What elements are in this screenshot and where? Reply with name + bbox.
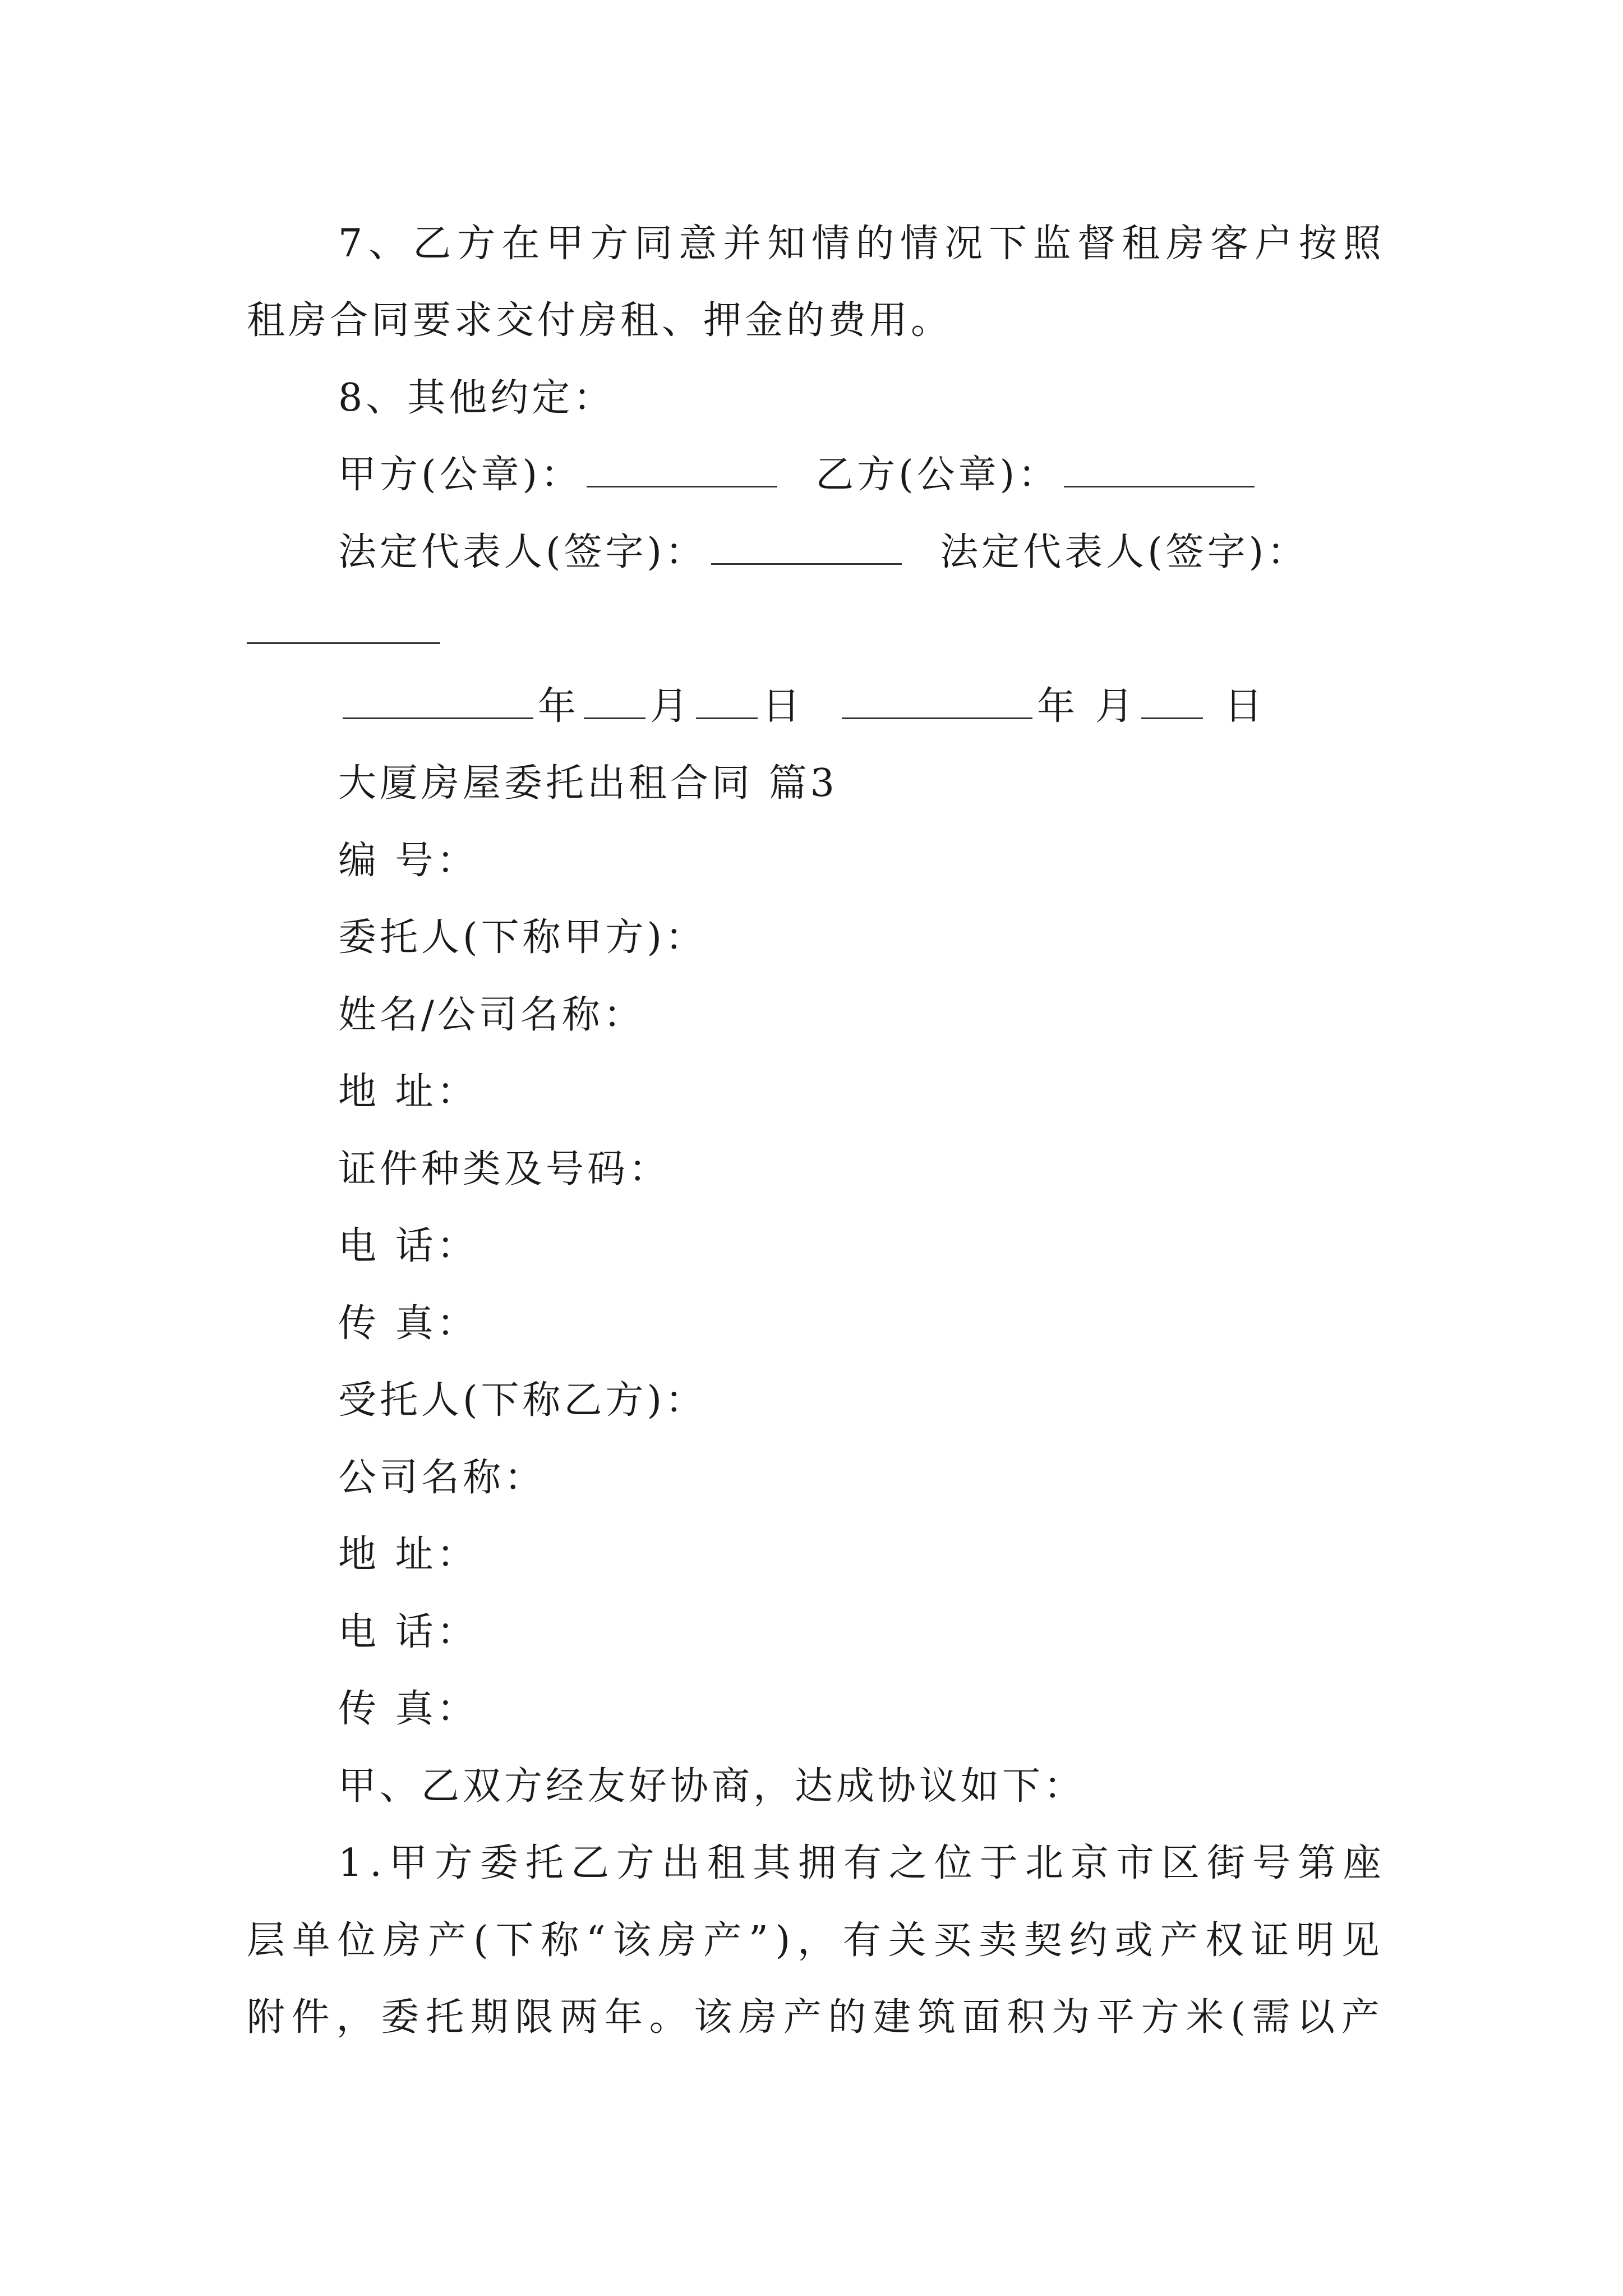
year-b-label: 年 <box>1037 684 1079 729</box>
rep-b-label: 法定代表人(签字)： <box>940 530 1309 574</box>
paragraph-7-text-char: 方 <box>457 222 496 266</box>
clause-1-text-3-char: ， <box>336 1995 375 2040</box>
clause-1-text-2-char: ” <box>749 1918 768 1963</box>
clause-1-text-3-char: 平 <box>1096 1995 1135 2040</box>
clause-1-text-3-char: 建 <box>873 1995 911 2040</box>
day-a-label: 日 <box>762 684 804 729</box>
party-a-seal-blank <box>587 482 777 487</box>
clause-1-text-1-char: 1 <box>338 1841 363 1885</box>
contract-number: 编 号： <box>338 839 478 883</box>
clause-1-text-2-char: 证 <box>1251 1918 1289 1963</box>
paragraph-7-text-char: 同 <box>634 222 673 266</box>
clause-1-text-2-char: 有 <box>842 1918 881 1963</box>
clause-1-text-1-char: 拥 <box>797 1841 836 1885</box>
paragraph-8: 8、其他约定： <box>338 376 615 420</box>
clause-1-text-3-char: 该 <box>694 1995 732 2040</box>
clause-1-text-2-char: 位 <box>337 1918 376 1963</box>
paragraph-7-text-char: 在 <box>501 222 540 266</box>
signature-seal-row <box>338 450 1259 500</box>
principal-address: 地 址： <box>338 1070 478 1114</box>
paragraph-7-text-char: 知 <box>767 222 806 266</box>
clause-1-line-3 <box>247 1993 1380 2043</box>
paragraph-7-text-char: 下 <box>989 222 1027 266</box>
clause-1-text-2-char: 房 <box>658 1918 697 1963</box>
paragraph-7-text-char: 房 <box>1165 222 1204 266</box>
clause-1-text-2-char: 约 <box>1069 1918 1108 1963</box>
paragraph-7-line-1 <box>338 219 1381 269</box>
clause-1-text-1-char: 甲 <box>389 1841 427 1885</box>
clause-1-text-2-char: 产 <box>1160 1918 1198 1963</box>
paragraph-7-text-char: 甲 <box>546 222 584 266</box>
month-b-label: 月 <box>1095 684 1137 729</box>
clause-1-text-2-char: 单 <box>292 1918 330 1963</box>
party-b-seal-blank <box>1064 482 1255 487</box>
date-row <box>338 682 1266 732</box>
clause-1-text-2-char: 下 <box>495 1918 534 1963</box>
clause-1-text-1-char: 区 <box>1161 1841 1200 1885</box>
clause-1-text-2-char: ) <box>775 1918 791 1963</box>
clause-1-text-3-char: 年 <box>604 1995 643 2040</box>
paragraph-7-text-char: 情 <box>900 222 939 266</box>
clause-1-text-1-char: 托 <box>525 1841 564 1885</box>
clause-1-text-3-char: 。 <box>649 1995 688 2040</box>
clause-1-text-1-char: 街 <box>1206 1841 1245 1885</box>
clause-1-text-1-char: 第 <box>1297 1841 1336 1885</box>
paragraph-7-text-char: 督 <box>1077 222 1115 266</box>
clause-1-text-3-char: 为 <box>1052 1995 1090 2040</box>
clause-1-text-1-char: 有 <box>843 1841 882 1885</box>
clause-1-text-2-char: ， <box>797 1918 836 1963</box>
principal-id-type: 证件种类及号码： <box>338 1147 671 1191</box>
clause-1-text-2-char: 房 <box>382 1918 421 1963</box>
agent-fax: 传 真： <box>338 1687 478 1731</box>
paragraph-7-text-char: 况 <box>944 222 983 266</box>
clause-1-text-1-char: 号 <box>1252 1841 1290 1885</box>
clause-1-text-3-char: 的 <box>828 1995 866 2040</box>
agreement-intro: 甲、乙双方经友好协商，达成协议如下： <box>338 1764 1086 1809</box>
year-b-blank <box>842 714 1032 719</box>
paragraph-7-text-char: 的 <box>856 222 895 266</box>
clause-1-text-2-char: 或 <box>1114 1918 1153 1963</box>
month-a-blank <box>584 714 645 719</box>
clause-1-text-1-char: 方 <box>616 1841 654 1885</box>
rep-b-blank <box>247 642 440 644</box>
clause-1-text-1-char: 其 <box>752 1841 791 1885</box>
paragraph-7-text-char: 方 <box>590 222 629 266</box>
clause-1-text-3-char: 米 <box>1186 1995 1224 2040</box>
paragraph-7-text-char: 7 <box>338 222 363 266</box>
paragraph-7-text-char: 监 <box>1033 222 1072 266</box>
clause-1-text-1-char: 委 <box>479 1841 518 1885</box>
clause-1-line-2 <box>247 1916 1380 1966</box>
agent-phone: 电 话： <box>338 1610 478 1654</box>
clause-1-text-2-char: 契 <box>1023 1918 1062 1963</box>
clause-1-text-3-char: ( <box>1230 1995 1246 2040</box>
paragraph-7-text-char: 情 <box>811 222 850 266</box>
clause-1-text-2-char: 该 <box>612 1918 651 1963</box>
paragraph-7-text-char: 照 <box>1343 222 1381 266</box>
principal-name: 姓名/公司名称： <box>338 993 645 1037</box>
clause-1-text-1-char: 出 <box>661 1841 700 1885</box>
party-b-seal-label: 乙方(公章)： <box>815 453 1060 497</box>
paragraph-7-text-char: 乙 <box>413 222 451 266</box>
paragraph-7-text-char: 户 <box>1254 222 1293 266</box>
clause-1-text-1-char: 于 <box>979 1841 1018 1885</box>
party-a-seal-label: 甲方(公章)： <box>338 453 583 497</box>
day-a-blank <box>696 714 758 719</box>
clause-1-text-1-char: 北 <box>1025 1841 1063 1885</box>
clause-1-text-1-char: 之 <box>888 1841 927 1885</box>
signature-rep-row <box>338 527 1308 578</box>
year-a-label: 年 <box>538 684 580 729</box>
clause-1-text-2-char: 称 <box>541 1918 579 1963</box>
clause-1-text-3-char: 筑 <box>917 1995 956 2040</box>
clause-1-text-2-char: 卖 <box>979 1918 1017 1963</box>
principal-fax: 传 真： <box>338 1301 478 1346</box>
paragraph-7-line-2: 租房合同要求交付房租、押金的费用。 <box>247 298 953 343</box>
clause-1-text-3-char: 产 <box>783 1995 822 2040</box>
agent-company: 公司名称： <box>338 1456 546 1500</box>
paragraph-7-text-char: 、 <box>368 222 407 266</box>
clause-1-text-2-char: 关 <box>888 1918 926 1963</box>
clause-1-text-3-char: 期 <box>470 1995 509 2040</box>
year-a-blank <box>343 714 533 719</box>
clause-1-text-3-char: 房 <box>739 1995 777 2040</box>
rep-a-blank <box>711 560 902 565</box>
paragraph-7-text-char: 按 <box>1298 222 1337 266</box>
rep-a-label: 法定代表人(签字)： <box>338 530 707 574</box>
clause-1-text-3-char: 限 <box>515 1995 554 2040</box>
clause-1-text-1-char: 位 <box>934 1841 972 1885</box>
agent-address: 地 址： <box>338 1533 478 1577</box>
clause-1-text-3-char: 需 <box>1252 1995 1290 2040</box>
clause-1-line-1 <box>338 1838 1381 1889</box>
paragraph-7-text-char: 租 <box>1121 222 1160 266</box>
clause-1-text-1-char: 座 <box>1343 1841 1381 1885</box>
clause-1-text-3-char: 件 <box>291 1995 330 2040</box>
clause-1-text-3-char: 以 <box>1297 1995 1335 2040</box>
clause-1-text-1-char: 京 <box>1070 1841 1109 1885</box>
principal-phone: 电 话： <box>338 1224 478 1268</box>
month-a-label: 月 <box>650 684 692 729</box>
clause-1-text-3-char: 面 <box>962 1995 1000 2040</box>
clause-1-text-2-char: 产 <box>703 1918 742 1963</box>
clause-1-text-3-char: 积 <box>1007 1995 1045 2040</box>
principal-heading: 委托人(下称甲方)： <box>338 915 707 960</box>
clause-1-text-3-char: 托 <box>425 1995 464 2040</box>
paragraph-7-text-char: 并 <box>723 222 762 266</box>
paragraph-7-text-char: 意 <box>679 222 717 266</box>
clause-1-text-2-char: 买 <box>933 1918 972 1963</box>
clause-1-text-1-char: 方 <box>434 1841 473 1885</box>
clause-1-text-3-char: 委 <box>381 1995 419 2040</box>
clause-1-text-1-char: 乙 <box>570 1841 609 1885</box>
clause-1-text-1-char: 租 <box>707 1841 745 1885</box>
clause-1-text-3-char: 产 <box>1341 1995 1380 2040</box>
clause-1-text-2-char: 明 <box>1295 1918 1334 1963</box>
clause-1-text-2-char: “ <box>586 1918 606 1963</box>
clause-1-text-3-char: 两 <box>560 1995 598 2040</box>
clause-1-text-1-char: 市 <box>1115 1841 1154 1885</box>
clause-1-text-3-char: 附 <box>247 1995 285 2040</box>
agent-heading: 受托人(下称乙方)： <box>338 1378 707 1423</box>
clause-1-text-2-char: 见 <box>1341 1918 1380 1963</box>
day-b-blank <box>1141 714 1203 719</box>
clause-1-text-2-char: 层 <box>247 1918 285 1963</box>
day-b-label: 日 <box>1224 684 1266 729</box>
clause-1-text-2-char: 权 <box>1205 1918 1244 1963</box>
clause-1-text-1-char: . <box>370 1841 382 1885</box>
paragraph-7-text-char: 客 <box>1210 222 1248 266</box>
clause-1-text-2-char: ( <box>473 1918 488 1963</box>
clause-1-text-3-char: 方 <box>1141 1995 1179 2040</box>
clause-1-text-2-char: 产 <box>428 1918 467 1963</box>
contract-3-title: 大厦房屋委托出租合同 篇3 <box>338 761 838 806</box>
